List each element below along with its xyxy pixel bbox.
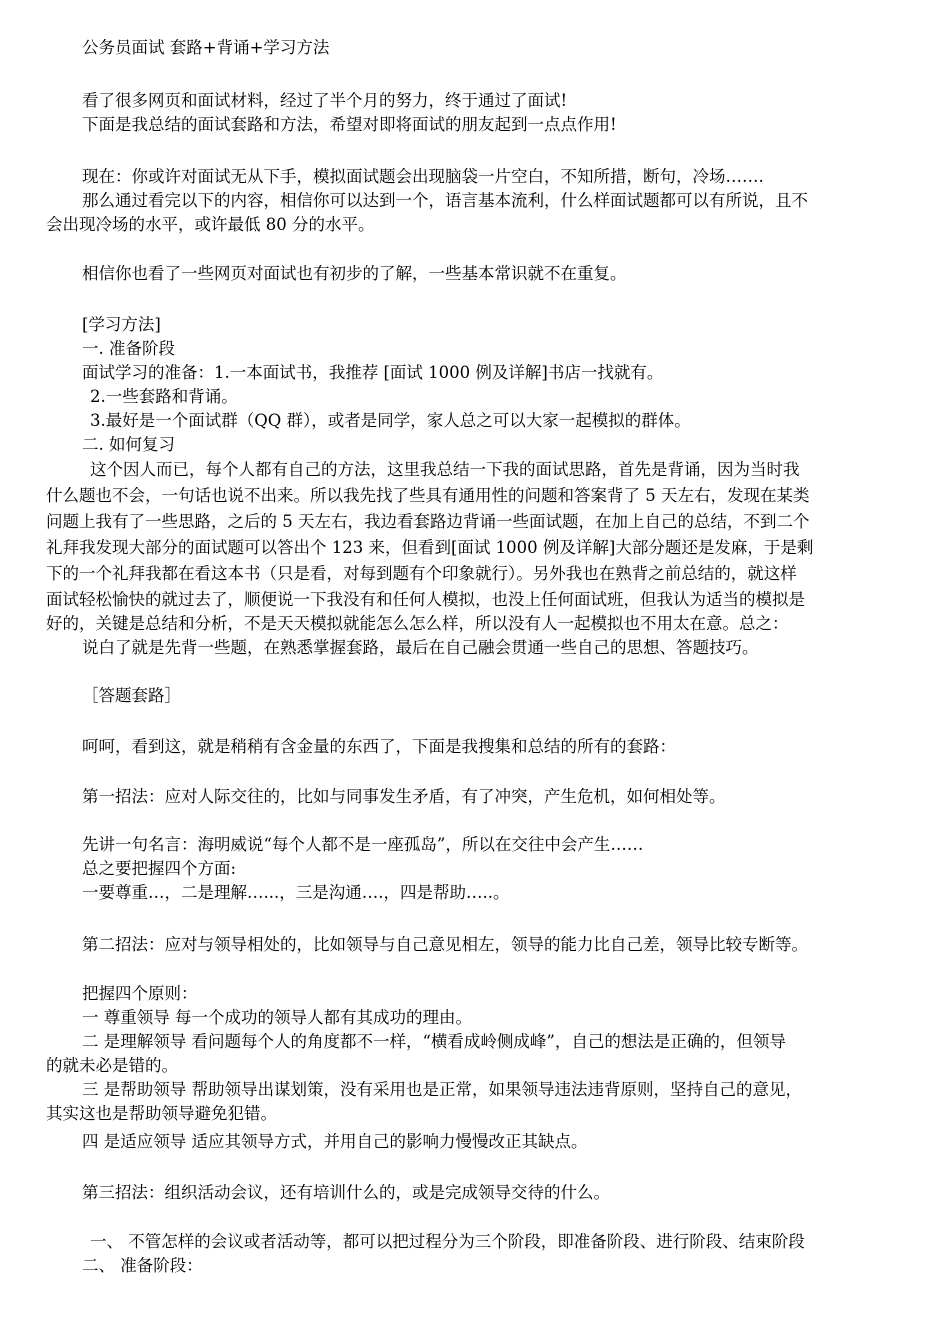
document-title: 公务员面试 套路+背诵+学习方法 (82, 38, 330, 57)
paragraph-line: 那么通过看完以下的内容，相信你可以达到一个，语言基本流利，什么样面试题都可以有所说，且不 (82, 191, 808, 210)
paragraph-line: 总之要把握四个方面: (82, 859, 237, 878)
list-line: 三 是帮助领导 帮助领导出谋划策，没有采用也是正常，如果领导违法违背原则，坚持自己的意见， (82, 1080, 802, 1099)
list-line: 一、 不管怎样的会议或者活动等，都可以把过程分为三个阶段，即准备阶段、进行阶段、结束阶段 (90, 1232, 805, 1251)
list-line: 其实这也是帮助领导避免犯错。 (46, 1104, 277, 1123)
method-heading: 第三招法：组织活动会议，还有培训什么的，或是完成领导交待的什么。 (82, 1183, 610, 1202)
paragraph-line: 礼拜我发现大部分的面试题可以答出个 123 来，但看到[面试 1000 例及详解]大部分题还是发麻，于是剩 (46, 538, 814, 557)
paragraph-line: 相信你也看了一些网页对面试也有初步的了解，一些基本常识就不在重复。 (82, 264, 627, 283)
subsection-heading: 一. 准备阶段 (82, 339, 175, 358)
paragraph-line: 说白了就是先背一些题，在熟悉掌握套路，最后在自己融会贯通一些自己的思想、答题技巧。 (82, 638, 759, 657)
list-line: 二、 准备阶段： (82, 1256, 203, 1275)
paragraph-line: 一要尊重…，二是理解…...，三是沟通….，四是帮助…..。 (82, 883, 510, 902)
list-line: 二 是理解领导 看问题每个人的角度都不一样，“横看成岭侧成峰”，自己的想法是正确的，但领导 (82, 1032, 786, 1051)
paragraph-line: 面试轻松愉快的就过去了，顺便说一下我没有和任何人模拟，也没上任何面试班，但我认为适当的模拟是 (46, 590, 805, 609)
paragraph-line: 把握四个原则： (82, 984, 198, 1003)
paragraph-line: 什么题也不会，一句话也说不出来。所以我先找了些具有通用性的问题和答案背了 5 天左右，发现在某类 (46, 486, 810, 505)
list-line: 3.最好是一个面试群（QQ 群），或者是同学，家人总之可以大家一起模拟的群体。 (90, 411, 691, 430)
paragraph-line: 先讲一句名言：海明威说“每个人都不是一座孤岛”，所以在交往中会产生…… (82, 835, 644, 854)
paragraph-line: 呵呵，看到这，就是稍稍有含金量的东西了，下面是我搜集和总结的所有的套路： (82, 737, 676, 756)
list-line: 的就未必是错的。 (46, 1056, 178, 1075)
paragraph-line: 这个因人而已，每个人都有自己的方法，这里我总结一下我的面试思路，首先是背诵，因为当时我 (90, 460, 800, 479)
list-line: 2.一些套路和背诵。 (90, 387, 238, 406)
paragraph-line: 现在：你或许对面试无从下手，模拟面试题会出现脑袋一片空白，不知所措，断句，冷场……. (82, 167, 764, 186)
subsection-heading: 二. 如何复习 (82, 435, 175, 454)
paragraph-line: 会出现冷场的水平，或许最低 80 分的水平。 (46, 215, 375, 234)
intro-line: 看了很多网页和面试材料，经过了半个月的努力，终于通过了面试! (82, 91, 568, 110)
list-line: 四 是适应领导 适应其领导方式，并用自己的影响力慢慢改正其缺点。 (82, 1132, 588, 1151)
method-heading: 第二招法：应对与领导相处的，比如领导与自己意见相左，领导的能力比自己差，领导比较专断等。 (82, 935, 808, 954)
paragraph-line: 问题上我有了一些思路，之后的 5 天左右，我边看套路边背诵一些面试题，在加上自己的总结，不到二个 (46, 512, 810, 531)
section-heading: [学习方法] (82, 315, 161, 334)
list-line: 面试学习的准备：1.一本面试书，我推荐 [面试 1000 例及详解]书店一找就有。 (82, 363, 664, 382)
method-heading: 第一招法：应对人际交往的，比如与同事发生矛盾，有了冲突，产生危机，如何相处等。 (82, 787, 726, 806)
paragraph-line: 下的一个礼拜我都在看这本书（只是看，对每到题有个印象就行）。另外我也在熟背之前总结的，就这样 (46, 564, 797, 583)
paragraph-line: 好的，关键是总结和分析，不是天天模拟就能怎么怎么样，所以没有人一起模拟也不用太在意。总之： (46, 614, 789, 633)
section-heading: ［答题套路］ (82, 686, 181, 705)
intro-line: 下面是我总结的面试套路和方法，希望对即将面试的朋友起到一点点作用! (82, 115, 617, 134)
list-line: 一 尊重领导 每一个成功的领导人都有其成功的理由。 (82, 1008, 472, 1027)
